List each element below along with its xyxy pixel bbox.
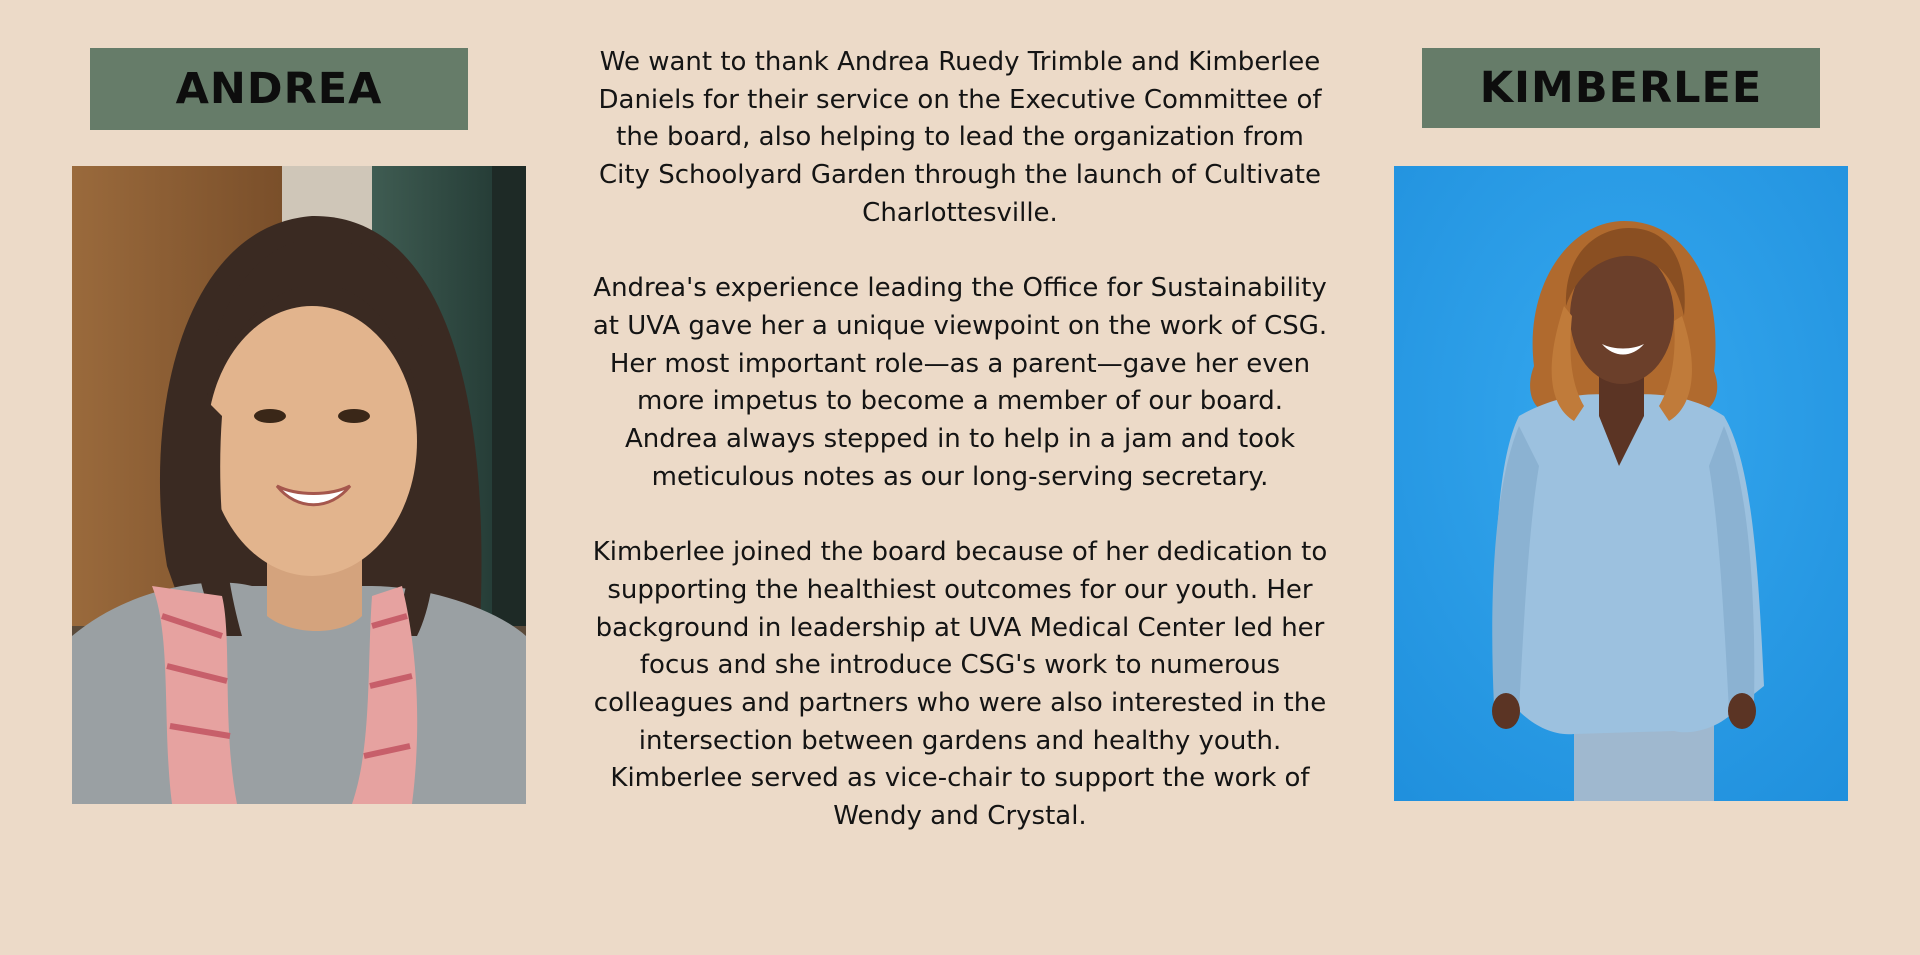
intro-paragraph: We want to thank Andrea Ruedy Trimble and Kimberlee Daniels for their service on the Executive Committee of the board, also helping to lead the organization from City Schoolyard Garden through the launch of Cultivate Charlottesville. xyxy=(598,47,1322,228)
andrea-name-banner xyxy=(90,48,468,130)
tribute-text xyxy=(590,44,1330,836)
andrea-paragraph: Andrea's experience leading the Office for Sustainability at UVA gave her a unique viewpoint on the work of CSG. Her most important role—as a parent—gave her even more impetus to become a member of our board. Andrea always stepped in to help in a jam and took meticulous notes as our long-serving secretary. xyxy=(592,273,1328,492)
kimberlee-name-label: KIMBERLEE xyxy=(1479,63,1763,113)
andrea-name-label: ANDREA xyxy=(175,64,383,114)
andrea-photo xyxy=(72,166,526,804)
kimberlee-name-banner xyxy=(1422,48,1820,128)
kimberlee-paragraph: Kimberlee joined the board because of her dedication to supporting the healthiest outcomes for our youth. Her background in leadership at UVA Medical Center led her focus and she introduce CSG's work to numerous colleagues and partners who were also interested in the intersection between gardens and healthy youth. Kimberlee served as vice-chair to support the work of Wendy and Crystal. xyxy=(592,537,1328,832)
kimberlee-photo xyxy=(1394,166,1848,801)
